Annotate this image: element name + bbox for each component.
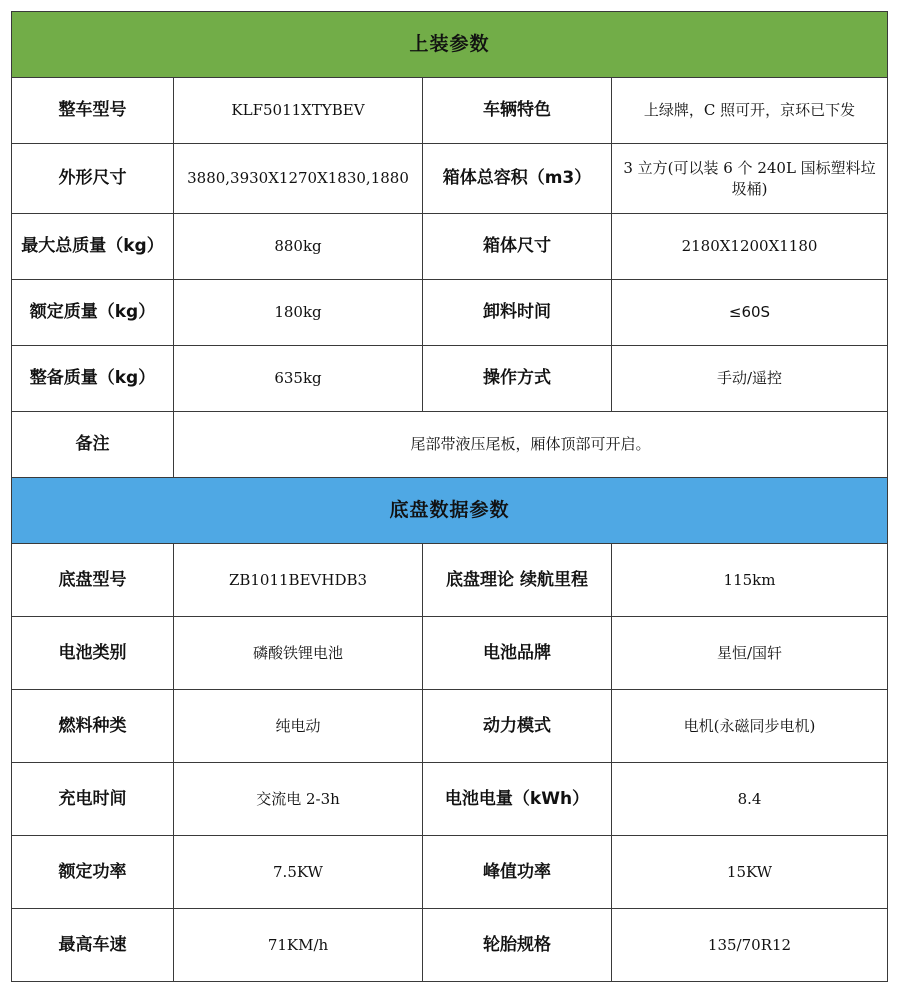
label-unload-time: 卸料时间 bbox=[423, 280, 612, 346]
value-battery-brand: 星恒/国轩 bbox=[612, 617, 888, 690]
value-features: 上绿牌，C 照可开，京环已下发 bbox=[612, 78, 888, 144]
value-operation: 手动/遥控 bbox=[612, 346, 888, 412]
value-chassis-model: ZB1011BEVHDB3 bbox=[174, 544, 423, 617]
label-battery-capacity: 电池电量（kWh） bbox=[423, 763, 612, 836]
label-battery-brand: 电池品牌 bbox=[423, 617, 612, 690]
table-row bbox=[12, 690, 888, 763]
label-rated-power: 额定功率 bbox=[12, 836, 174, 909]
label-features: 车辆特色 bbox=[423, 78, 612, 144]
label-battery-type: 电池类别 bbox=[12, 617, 174, 690]
value-tire-spec: 135/70R12 bbox=[612, 909, 888, 982]
value-range: 115km bbox=[612, 544, 888, 617]
value-rated-power: 7.5KW bbox=[174, 836, 423, 909]
table-row bbox=[12, 346, 888, 412]
table-row bbox=[12, 412, 888, 478]
table-row bbox=[12, 78, 888, 144]
label-range: 底盘理论 续航里程 bbox=[423, 544, 612, 617]
value-unload-time: ≤60S bbox=[612, 280, 888, 346]
table-row bbox=[12, 214, 888, 280]
value-model: KLF5011XTYBEV bbox=[174, 78, 423, 144]
label-box-size: 箱体尺寸 bbox=[423, 214, 612, 280]
value-dimensions: 3880,3930X1270X1830,1880 bbox=[174, 144, 423, 214]
value-remark: 尾部带液压尾板，厢体顶部可开启。 bbox=[174, 412, 888, 478]
label-charge-time: 充电时间 bbox=[12, 763, 174, 836]
label-model: 整车型号 bbox=[12, 78, 174, 144]
table-row bbox=[12, 280, 888, 346]
section-title-chassis: 底盘数据参数 bbox=[12, 478, 888, 544]
section-header-row bbox=[12, 478, 888, 544]
label-peak-power: 峰值功率 bbox=[423, 836, 612, 909]
label-max-mass: 最大总质量（kg） bbox=[12, 214, 174, 280]
label-max-speed: 最高车速 bbox=[12, 909, 174, 982]
value-battery-type: 磷酸铁锂电池 bbox=[174, 617, 423, 690]
value-charge-time: 交流电 2-3h bbox=[174, 763, 423, 836]
value-peak-power: 15KW bbox=[612, 836, 888, 909]
value-battery-capacity: 8.4 bbox=[612, 763, 888, 836]
label-power-mode: 动力模式 bbox=[423, 690, 612, 763]
value-max-mass: 880kg bbox=[174, 214, 423, 280]
value-max-speed: 71KM/h bbox=[174, 909, 423, 982]
label-tire-spec: 轮胎规格 bbox=[423, 909, 612, 982]
table-row bbox=[12, 617, 888, 690]
section-title-body: 上装参数 bbox=[12, 12, 888, 78]
table-row bbox=[12, 836, 888, 909]
table-row bbox=[12, 763, 888, 836]
label-fuel-type: 燃料种类 bbox=[12, 690, 174, 763]
label-dimensions: 外形尺寸 bbox=[12, 144, 174, 214]
table-row bbox=[12, 909, 888, 982]
table-row bbox=[12, 144, 888, 214]
value-box-size: 2180X1200X1180 bbox=[612, 214, 888, 280]
label-operation: 操作方式 bbox=[423, 346, 612, 412]
label-remark: 备注 bbox=[12, 412, 174, 478]
label-chassis-model: 底盘型号 bbox=[12, 544, 174, 617]
label-curb-mass: 整备质量（kg） bbox=[12, 346, 174, 412]
section-header-row bbox=[12, 12, 888, 78]
label-rated-mass: 额定质量（kg） bbox=[12, 280, 174, 346]
label-box-volume: 箱体总容积（m3） bbox=[423, 144, 612, 214]
value-curb-mass: 635kg bbox=[174, 346, 423, 412]
spec-table bbox=[11, 11, 888, 982]
table-row bbox=[12, 544, 888, 617]
value-fuel-type: 纯电动 bbox=[174, 690, 423, 763]
value-rated-mass: 180kg bbox=[174, 280, 423, 346]
value-box-volume: 3 立方(可以装 6 个 240L 国标塑料垃圾桶) bbox=[612, 144, 888, 214]
value-power-mode: 电机(永磁同步电机) bbox=[612, 690, 888, 763]
